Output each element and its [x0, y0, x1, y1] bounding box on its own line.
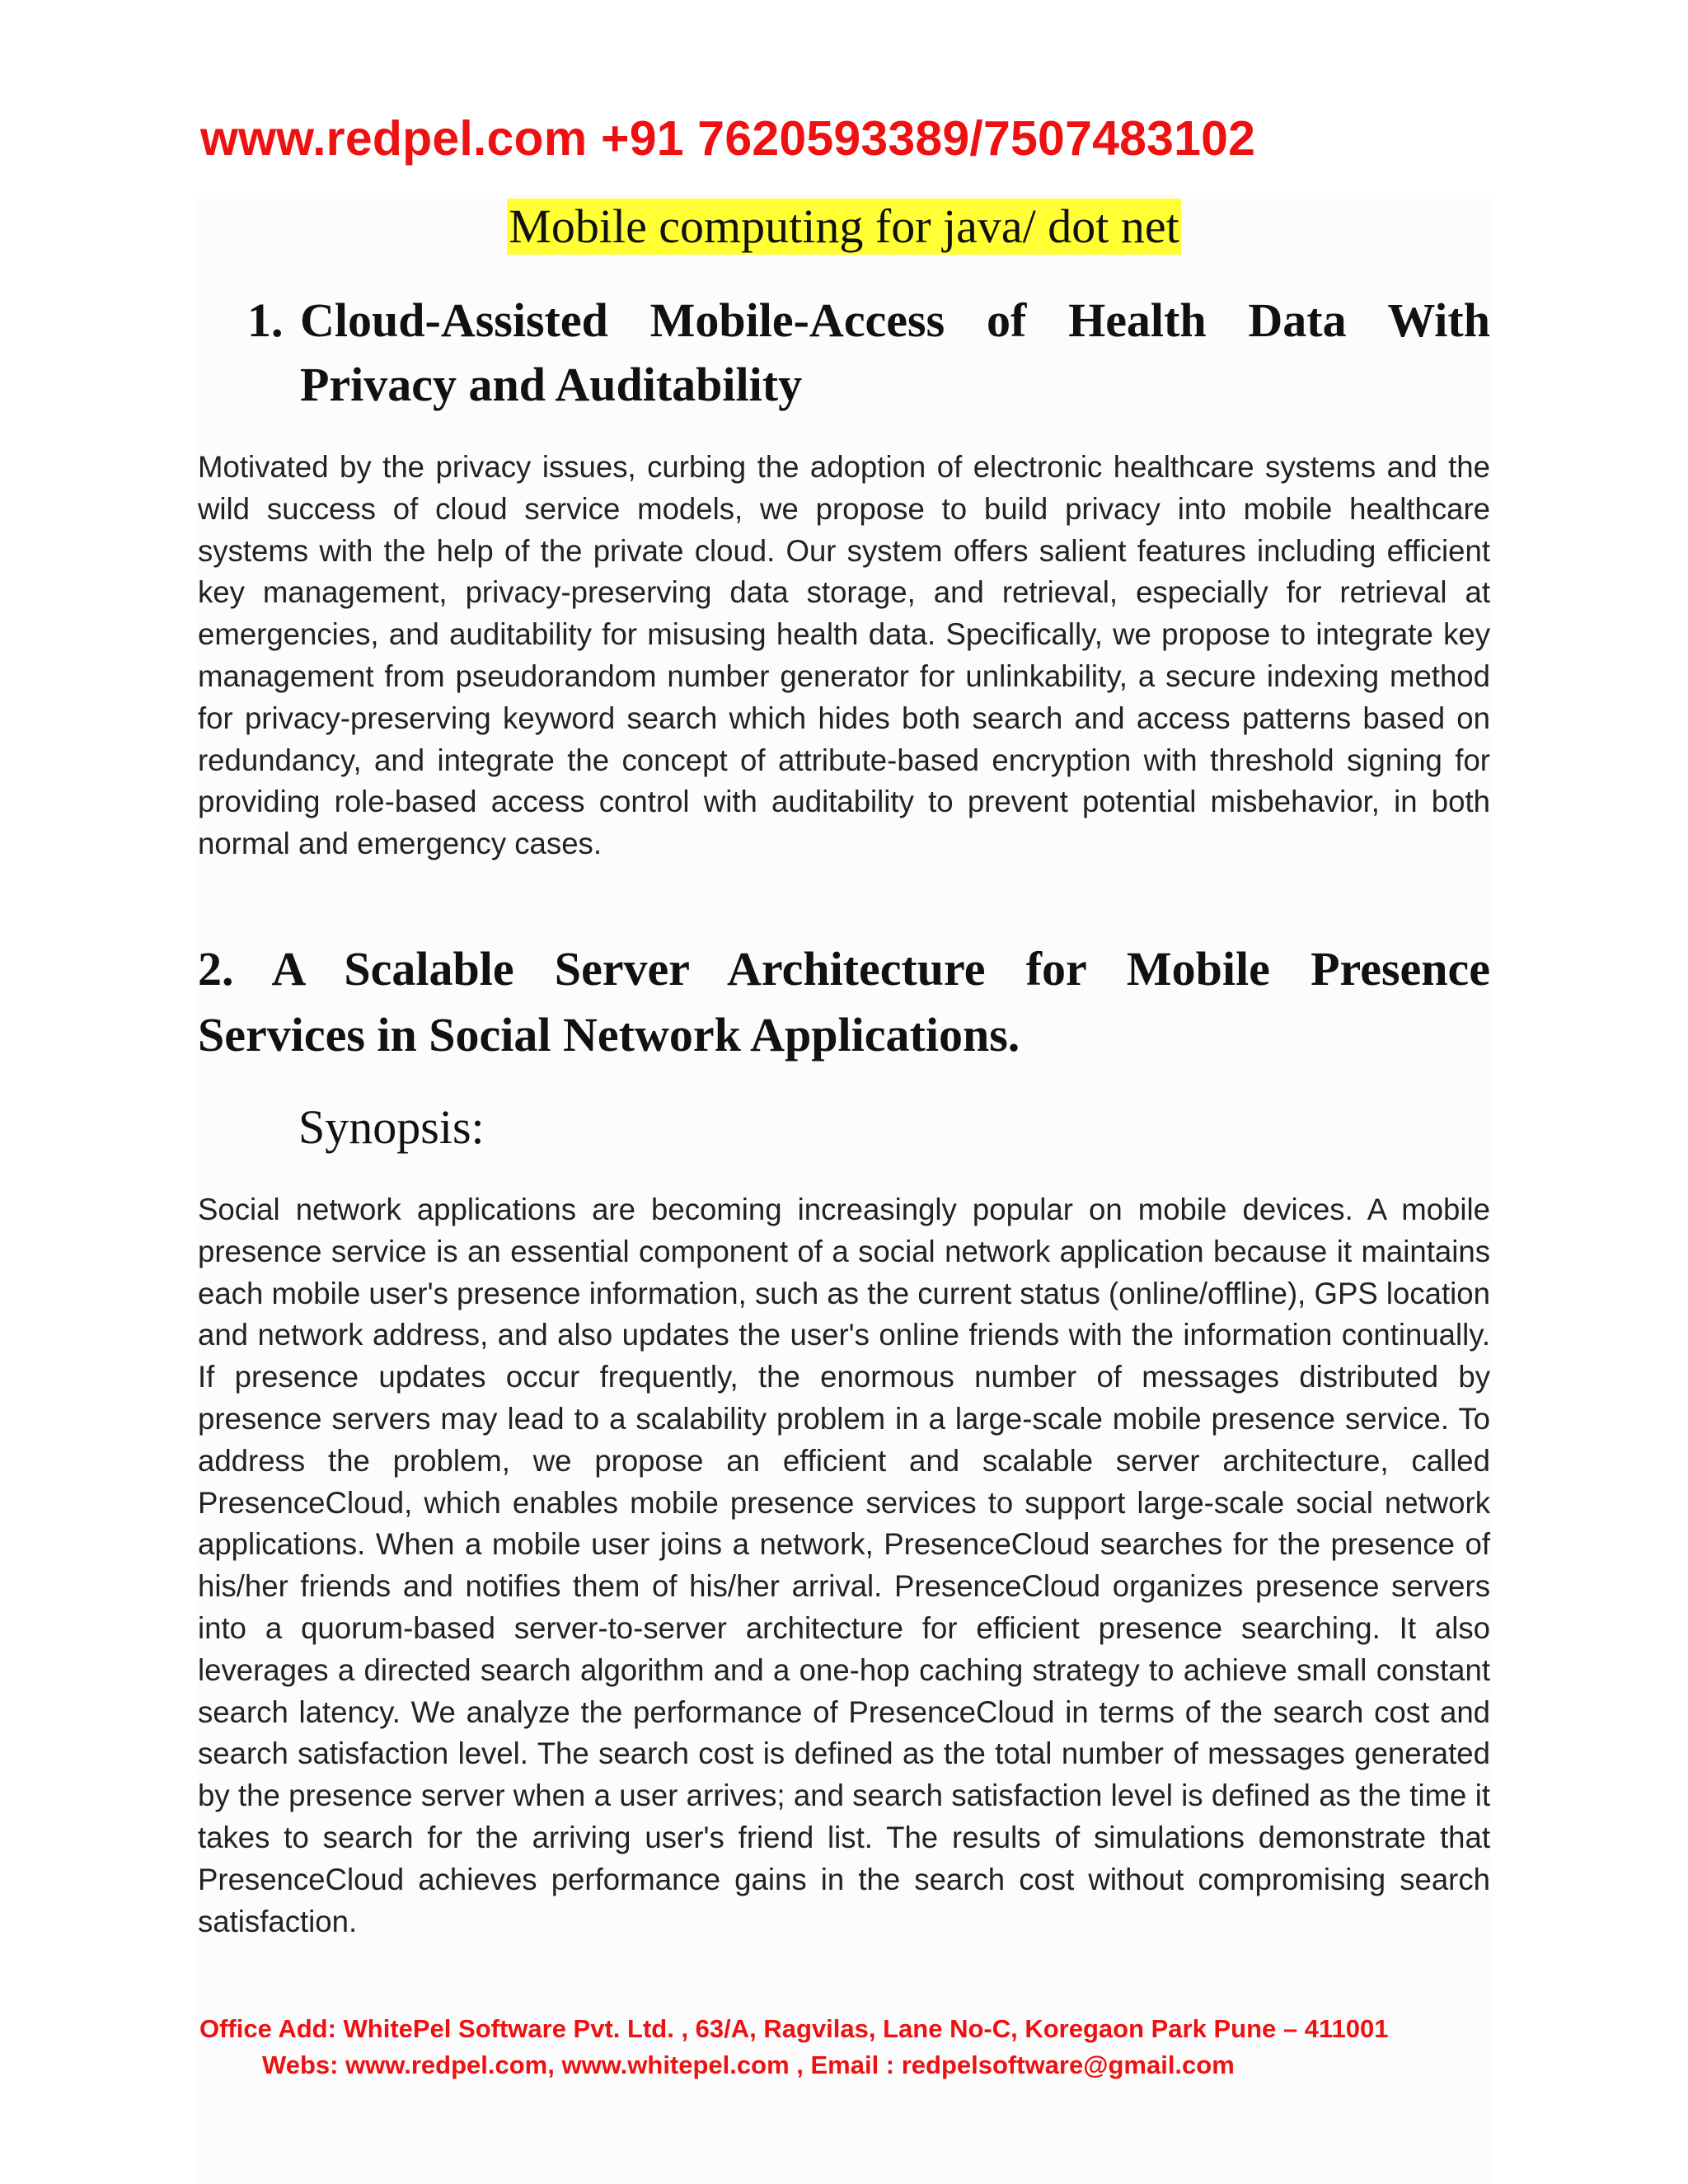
- section-1-abstract: Motivated by the privacy issues, curbing the adoption of electronic healthcare systems and the wild success of cloud service models, we propose to build privacy into mobile healthcare systems with the help of the private cloud. Our system offers salient features including efficient key management, privacy-preserving data storage, and retrieval, especially for retrieval at emergencies, and auditability for misusing health data. Specifically, we propose to integrate key management from pseudorandom number generator for unlinkability, a secure indexing method for privacy-preserving keyword search which hides both search and access patterns based on redundancy, and integrate the concept of attribute-based encryption with threshold signing for providing role-based access control with auditability to prevent potential misbehavior, in both normal and emergency cases.: [198, 450, 1490, 861]
- section-1-title-line-1: Cloud-Assisted Mobile-Access of Health Data With: [300, 293, 1490, 347]
- header-contact-link[interactable]: www.redpel.com +91 7620593389/7507483102: [200, 111, 1256, 166]
- footer-office-address: Office Add: WhitePel Software Pvt. Ltd. , 63/A, Ragvilas, Lane No-C, Koregaon Park Pune – 411001: [199, 2014, 1389, 2043]
- section-1-number: 1.: [247, 293, 284, 347]
- section-2-title: [198, 936, 1490, 1068]
- section-1-title-line-2: Privacy and Auditability: [300, 358, 803, 411]
- section-2-title-line-1: 2. A Scalable Server Architecture for Mobile Presence: [198, 942, 1490, 996]
- section-2-abstract: Social network applications are becoming increasingly popular on mobile devices. A mobile presence service is an essential component of a social network application because it maintains each mobile user's presence information, such as the current status (online/offline), GPS location and network address, and also updates the user's online friends with the information continually. If presence updates occur frequently, the enormous number of messages distributed by presence servers may lead to a scalability problem in a large-scale mobile presence service. To address the problem, we propose an efficient and scalable server architecture, called PresenceCloud, which enables mobile presence services to support large-scale social network applications. When a mobile user joins a network, PresenceCloud searches for the presence of his/her friends and notifies them of his/her arrival. PresenceCloud organizes presence servers into a quorum-based server-to-server architecture for efficient presence searching. It also leverages a directed search algorithm and a one-hop caching strategy to achieve small constant search latency. We analyze the performance of PresenceCloud in terms of the search cost and search satisfaction level. The search cost is defined as the total number of messages generated by the presence server when a user arrives; and search satisfaction level is defined as the time it takes to search for the arriving user's friend list. The results of simulations demonstrate that PresenceCloud achieves performance gains in the search cost without compromising search satisfaction.: [198, 1193, 1490, 1938]
- subtitle-highlight: Mobile computing for java/ dot net: [509, 199, 1179, 253]
- synopsis-label: Synopsis:: [298, 1100, 485, 1154]
- section-1-title-text: [300, 288, 1490, 417]
- footer-web-email[interactable]: Webs: www.redpel.com, www.whitepel.com , Email : redpelsoftware@gmail.com: [262, 2050, 1235, 2079]
- section-2-title-line-2: Services in Social Network Applications.: [198, 1008, 1020, 1062]
- subtitle-container: [198, 199, 1490, 255]
